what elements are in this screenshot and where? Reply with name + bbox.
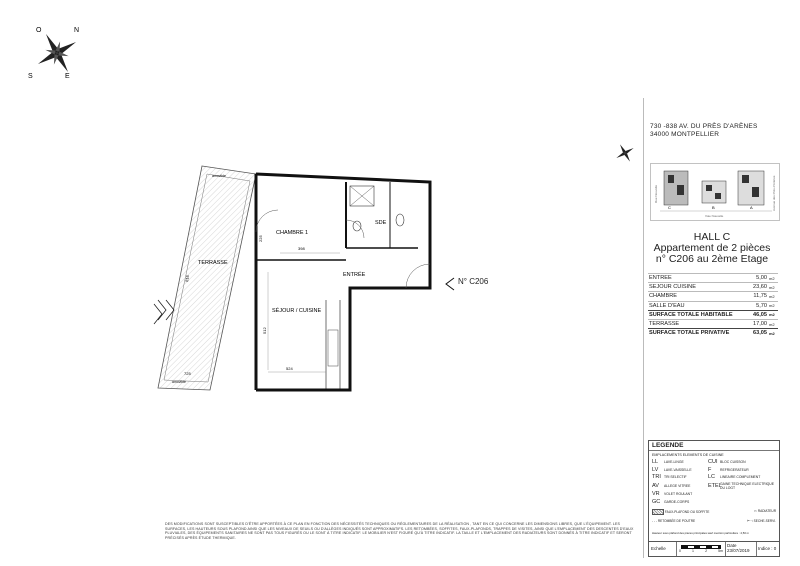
legend-desc: LAVE-LINGE [664,460,684,464]
legend-desc: ALLEGE VITREE [664,483,691,488]
room-entree: ENTRÉE [343,272,366,278]
compass-north: N [74,27,80,34]
dim-4: 816 [184,274,191,283]
floor-plan [150,160,450,400]
legend-code: VR [652,491,660,497]
date-label: Date [727,543,737,548]
legend-code2: LC [708,474,716,480]
small-compass-icon [612,140,638,166]
surfaces-table [648,273,778,337]
dim-2: 512 [262,327,267,334]
legend-retombee: RETOMBÉE DE POUTRE [657,519,696,523]
compass-east: E [65,73,70,80]
dim-6: 225 [258,235,263,242]
legend-code: GC [652,498,661,505]
toilet [396,214,404,226]
building-b [702,181,726,203]
unit-number: n° C206 au 2ème Etage [655,253,769,265]
surface-value: 23,60 [742,283,768,292]
block-c-label: C [668,205,671,210]
hall-title: HALL C [693,231,731,243]
room-terrasse: TERRASSE [198,260,228,266]
surface-unit: m2 [768,319,778,328]
surface-label: SURFACE TOTALE HABITABLE [648,310,742,319]
surface-row [648,329,778,338]
legend-desc2: LINEAIRE COMPLEMENT [720,475,761,479]
surface-label: TERRASSE [648,319,742,328]
legend-desc2: GAINE TECHNIQUE ELECTRIQUE DU LOGT [720,481,775,490]
legend-grid [649,459,779,505]
scale-date [725,542,757,556]
surface-label: CHAMBRE [648,292,742,301]
legend-code2: F [708,466,712,473]
compass-south: S [28,73,33,80]
apartment-type: Appartement de 2 pièces [653,242,771,254]
scale-tick: 1 [692,549,694,553]
street-right: Avenue des Prés d'Arènes [772,175,776,211]
address-line2: 34000 MONTPELLIER [650,131,720,138]
unit-tag-arrow-icon [442,277,456,291]
washbasin [353,221,361,231]
surface-unit: m2 [768,310,778,319]
building-c [664,171,688,205]
compass-rose-icon [22,18,92,88]
legend-desc: VOLET ROULANT [664,492,693,496]
surface-unit: m2 [768,283,778,292]
scale-label: Echelle [649,542,677,556]
surface-row [648,292,778,301]
surface-value: 63,05 [742,329,768,338]
surface-unit: m2 [768,274,778,283]
surface-unit: m2 [768,292,778,301]
surface-value: 5,00 [742,274,768,283]
surface-row [648,274,778,283]
garde-corps-top: amovible [212,174,227,178]
legend-code: LV [652,466,659,473]
legend-code: AV [652,482,659,489]
scale-tick: 2 [705,549,708,553]
legend-desc2: BLOC CUISSON [720,460,746,464]
block-b-label: B [712,205,715,210]
legend-code: TRI [652,474,661,480]
surface-label: SURFACE TOTALE PRIVATIVE [648,329,742,338]
legend-desc2: REFRIGERATEUR [720,467,749,472]
legend-radiateur: RADIATEUR [757,509,776,513]
legend-desc: LAVE-VAISSELLE [664,467,692,472]
room-sejour: SÉJOUR / CUISINE [272,308,322,314]
surface-value: 17,00 [742,319,768,328]
dim-3: 524 [286,366,293,371]
surface-row [648,301,778,310]
address [650,123,757,139]
scale-tick: 0 [679,549,681,553]
scale-box [648,541,780,557]
date-value: 23/07/2019 [727,548,750,553]
legend-title: LEGENDE [649,441,779,451]
disclaimer: DES MODIFICATIONS SONT SUSCEPTIBLES D'ÊTRE APPORTÉES À CE PLAN EN FONCTION DES NÉCESSITÉS TECHNIQUES OU RÉGLEMENTAIRES DE LA RÉALISATION , TANT EN CE QUI CONCERNE LES DIMENSIONS LIBRES, QUE L'ÉQUIPEMENT. LES SURFACES, LES HAUTEURS SOUS PLAFOND AINSI QUE LES NIVEAUX DE SEUILS OU D'ALLÈGES INDIQUÉS SONT APPROXIMATIFS. LES RETOMBÉES, SOFFITES, FAUX-PLAFONDS, TRAPPES DE VISITES, AINSI QUE L'EMPLACEMENT DES DESCENTES D'EAUX PLUVIALES, DES ÉQUIPEMENTS SANITAIRES NE SONT PAS TOUS FIGURÉS OU LE SONT À TITRE INDICATIF. LE MOBILIER N'EST FIGURÉ QU'À TITRE INDICATIF. LA TAILLE ET L'EMPLACEMENT DES RADIATEURS SONT DONNÉS À TITRE INDICATIF ET SERONT PRÉCISÉS APRÈS ÉTUDE THERMIQUE. [165,522,634,541]
legend-symbols: FAUX-PLAFOND OU SOFFITE ▭ RADIATEUR [652,509,776,515]
surface-value: 46,05 [742,310,768,319]
unit-tag: N° C206 [458,277,489,286]
block-a-label: A [750,205,753,210]
garde-corps-bottom: amovible [172,380,187,384]
terrace-area [158,166,256,390]
legend-desc: GARDE-CORPS [664,499,690,504]
surface-unit: m2 [768,329,778,338]
legend [648,440,780,542]
room-sde: SDE [375,220,387,226]
surface-value: 5,70 [742,301,768,310]
compass-west: O [36,27,42,34]
legend-seche: SECHE-SERVI. [753,519,776,523]
surface-label: ENTREE [648,274,742,283]
surface-row [648,310,778,319]
surface-row [648,319,778,328]
dim-5: 725 [184,371,191,376]
dim-1: 398 [298,246,305,251]
scale-tick: 5m [718,549,723,553]
indice: Indice : 0 [758,546,777,551]
legend-hauteur-note: Hauteur sous plafond des pièces principales sauf mention particulière : 2,50 m [652,531,750,535]
legend-symbols-2: - - - RETOMBÉE DE POUTRE ⊢⊣ SECHE-SERVI. [652,519,776,523]
street-bottom: Voie Nouvelle [705,214,724,218]
legend-code: LL [652,459,659,465]
room-chambre: CHAMBRE 1 [276,230,309,236]
legend-faux-plafond: FAUX-PLAFOND OU SOFFITE [664,509,710,514]
site-plan [650,163,780,221]
surface-row [648,283,778,292]
legend-code2: ETEL [708,482,722,489]
legend-desc: TRI SELECTIF [664,475,687,479]
legend-subtitle: EMPLACEMENTS ELEMENTS DE CUISINE [652,453,724,457]
building-a [738,171,764,205]
surface-value: 11,75 [742,292,768,301]
street-left: Rue Nouvelle [654,184,658,203]
address-line1: 730 -838 AV. DU PRÈS D'ARÈNES [650,123,758,130]
surface-unit: m2 [768,301,778,310]
scale-bar [677,542,726,556]
walls [256,174,430,390]
title-block [646,232,778,265]
surface-label: SEJOUR CUISINE [648,283,742,292]
legend-code2: CUI [708,459,718,465]
surface-label: SALLE D'EAU [648,301,742,310]
